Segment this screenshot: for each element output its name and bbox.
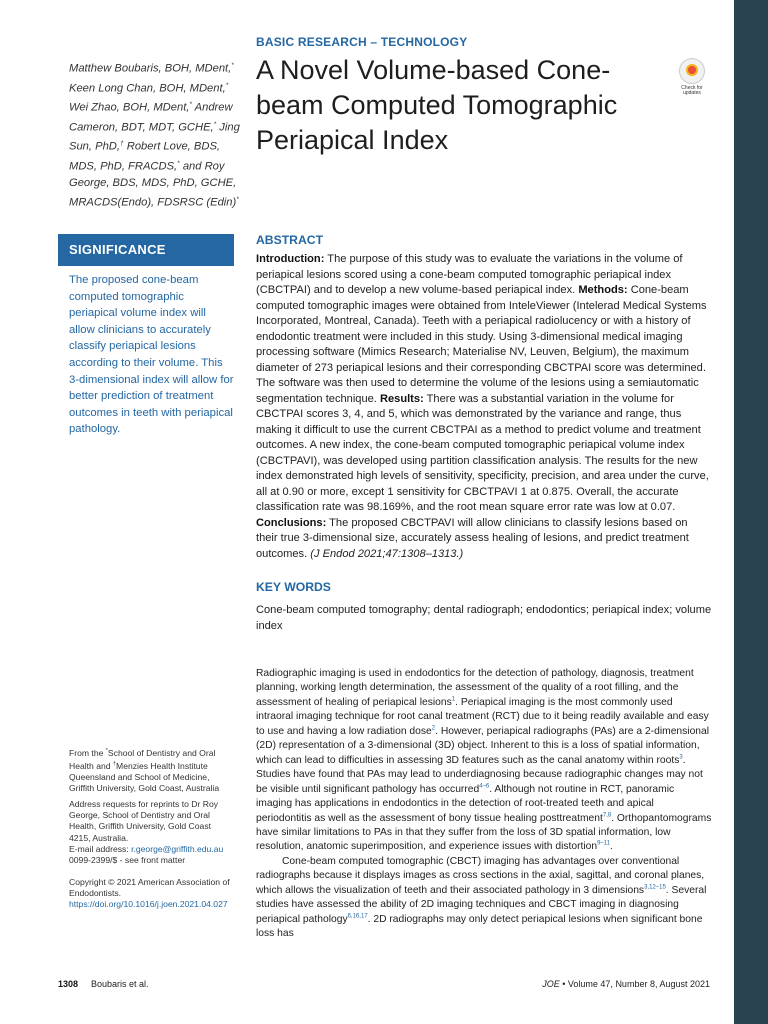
copyright-footnote [69, 877, 234, 911]
keywords-heading: KEY WORDS [256, 580, 331, 594]
address-footnote [69, 799, 234, 866]
citation-link[interactable]: 7,8 [602, 812, 612, 819]
body-text-run: . Several studies have assessed the ability of 2D imaging techniques and CBCT imaging in diagnosing periapical pathology [256, 884, 707, 925]
body-text-run: . 2D radiographs may only detect periapical lesions when significant bone loss has [256, 913, 703, 940]
affiliation-mark: † [112, 761, 117, 768]
affiliation-footnote [69, 746, 234, 795]
affiliation-text: Menzies Health Institute Queensland and School of Medicine, Griffith University, Gold Coast, Australia [69, 760, 220, 794]
body-text-run: . [610, 841, 613, 853]
significance-heading: SIGNIFICANCE [58, 234, 234, 266]
author: Wei Zhao, BOH, MDent, [69, 101, 190, 114]
abstract-conclusions-label: Conclusions: [256, 516, 327, 529]
doi-link[interactable]: https://doi.org/10.1016/j.joen.2021.04.027 [69, 899, 228, 910]
abstract-results-text: There was a substantial variation in the volume for CBCTPAI scores 3, 4, and 5, which was demonstrated by the variance and range, thus making it difficult to use the current CBCTPAI as a method to predict volume and treatment outcomes. A new index, the cone-beam computed tomographic periapical volume index (CBCTPAVI), was developed using partition classification analysis. The results for the new index demonstrated high levels of sensitivity, specificity, precision, and area under the curve, all at 0.90 or more, except 1 sensitivity for CBCTPAVI 1 at 0.875. Overall, the accurate classification rate was 98.169%, and the root mean square error rate was low at 0.07. [256, 392, 709, 513]
citation-link[interactable]: 6,16,17 [347, 913, 368, 920]
author-mark: * [213, 120, 217, 128]
author: Andrew Cameron, BDT, MDT, GCHE, [69, 101, 233, 134]
affiliation-text: From the [69, 747, 106, 758]
journal-info [542, 979, 710, 989]
citation-link[interactable]: 3,12–15 [644, 884, 666, 891]
email-link[interactable]: r.george@griffith.edu.au [131, 843, 224, 854]
body-text-run: . Orthopantomograms have similar limitations to PAs in that they suffer from the loss of 3D spatial information, low resolution, anatomic superimposition, and experience issues with distortion [256, 812, 712, 853]
abstract-conclusions-text: The proposed CBCTPAVI will allow clinicians to classify lesions based on their true 3-dimensional size, accurately assess healing of lesions, and predict treatment outcomes. [256, 516, 689, 560]
author: Jing Sun, PhD, [69, 121, 240, 153]
running-author: Boubaris et al. [91, 979, 149, 989]
significance-text: The proposed cone-beam computed tomographic periapical volume index will allow clinicians to accurately classify periapical lesions according to their volume. This 3-dimensional index will allow for better prediction of treatment outcomes in teeth with periapical pathology. [69, 274, 234, 436]
abstract-intro-text: The purpose of this study was to evaluate the variations in the volume of periapical lesions scored using a cone-beam computed tomographic periapical index (CBCTPAI) and to develop a new volume-based periapical index. [256, 253, 683, 296]
body-paragraph-2 [256, 855, 712, 942]
journal-abbr: JOE [542, 979, 560, 989]
author-mark: * [231, 62, 234, 69]
abstract-results-label: Results: [379, 392, 424, 405]
page-number: 1308 [58, 979, 79, 989]
abstract-body [256, 252, 712, 562]
body-text-run: Cone-beam computed tomographic (CBCT) imaging has advantages over conventional radiographs because it displays images as cross sections in the axial, sagittal, and coronal planes, which allows the visualization of teeth and their associated pathology in 3 dimensions [256, 855, 705, 896]
author: Matthew Boubaris, BOH, MDent, [69, 62, 232, 75]
abstract-heading: ABSTRACT [256, 233, 324, 247]
author-mark: * [225, 81, 229, 89]
email-label: E-mail address: [69, 843, 132, 854]
author: Keen Long Chan, BOH, MDent, [69, 82, 226, 95]
side-color-bar [734, 0, 768, 1024]
address-text: Address requests for reprints to Dr Roy George, School of Dentistry and Oral Health, Griffith University, Gold Coast 4215, Australia. [69, 799, 219, 843]
citation-link[interactable]: 1 [451, 696, 456, 703]
body-text-run: . However, periapical radiographs (PAs) are a 2-dimensional (2D) representation of a 3-dimensional (3D) object. Inherent to this is a loss of spatial information, which can lead to difficulties in assessing 3D features such as the canal anatomy within roots [256, 725, 710, 766]
badge-text: Check for updates [681, 85, 703, 96]
body-text-run: . Periapical imaging is the most commonly used intraoral imaging technique for root canal treatment (RCT) due to it being readily available and easy to use and having a low radiation dose [256, 696, 709, 737]
body-text-run: . Studies have found that PAs may lead to underdiagnosing because radiographic changes may not be visible until significant pathology has occurred [256, 754, 703, 795]
author: Robert Love, BDS, MDS, PhD, FRACDS, [69, 140, 221, 173]
citation-link[interactable]: 9–11 [597, 841, 611, 848]
issn-text: 0099-2399/$ - see front matter [69, 855, 186, 866]
author-mark: * [236, 195, 239, 203]
author-mark: † [120, 140, 124, 148]
abstract-methods-text: Cone-beam computed tomographic images were obtained from InteleViewer (Intelerad Medical Systems Incorporated, Montreal, Canada). Teeth with a periapical radiolucency or with a history of endodontic treatment were included in this study. Using 3-dimensional medical imaging processing software (Mimics Research; Materialise NV, Leuven, Belgium), the maximum diameter of 273 periapical lesions and their corresponding CBCTPAI score was determined. The software was then used to determine the volume of the lesions using a semiautomatic segmentation technique. [256, 284, 707, 405]
abstract-citation: (J Endod 2021;47:1308–1313.) [310, 547, 464, 560]
section-label: BASIC RESEARCH – TECHNOLOGY [256, 35, 468, 49]
affiliation-text: School of Dentistry and Oral Health and [69, 747, 216, 771]
citation-link[interactable]: 3 [679, 754, 683, 761]
author-list [69, 58, 244, 212]
keywords-text: Cone-beam computed tomography; dental radiograph; endodontics; periapical index; volume index [256, 604, 712, 632]
body-paragraph-1 [256, 667, 712, 855]
journal-bullet: • [559, 979, 568, 989]
copyright-text: Copyright © 2021 American Association of Endodontists. [69, 877, 230, 899]
author-mark: * [177, 159, 180, 167]
abstract-methods-label: Methods: [578, 284, 628, 296]
article-title: A Novel Volume-based Cone-beam Computed Tomographic Periapical Index [256, 55, 618, 155]
citation-link[interactable]: 4–6 [479, 783, 490, 790]
author: and Roy George, BDS, MDS, PhD, GCHE, MRACDS(Endo), FDSRSC (Edin) [69, 160, 237, 209]
body-text-run: . Although not routine in RCT, panoramic imaging has applications in endodontics in the detection of root-treated teeth and apical periodontitis as well as the assessment of bony tissue healing posttreatment [256, 783, 675, 824]
body-text-run: Radiographic imaging is used in endodontics for the detection of pathology, diagnosis, treatment planning, working length determination, the assessment of the quality of a root filling, and the assessment of healing of periapical lesions [256, 668, 694, 708]
check-for-updates-badge[interactable] [674, 58, 710, 96]
abstract-intro-label: Introduction: [256, 253, 325, 265]
check-updates-icon [679, 58, 705, 84]
author-mark: * [189, 101, 192, 109]
citation-link[interactable]: 2 [431, 725, 436, 732]
affiliation-mark: * [105, 748, 108, 754]
article-body [256, 667, 712, 942]
journal-issue: Volume 47, Number 8, August 2021 [567, 979, 710, 989]
